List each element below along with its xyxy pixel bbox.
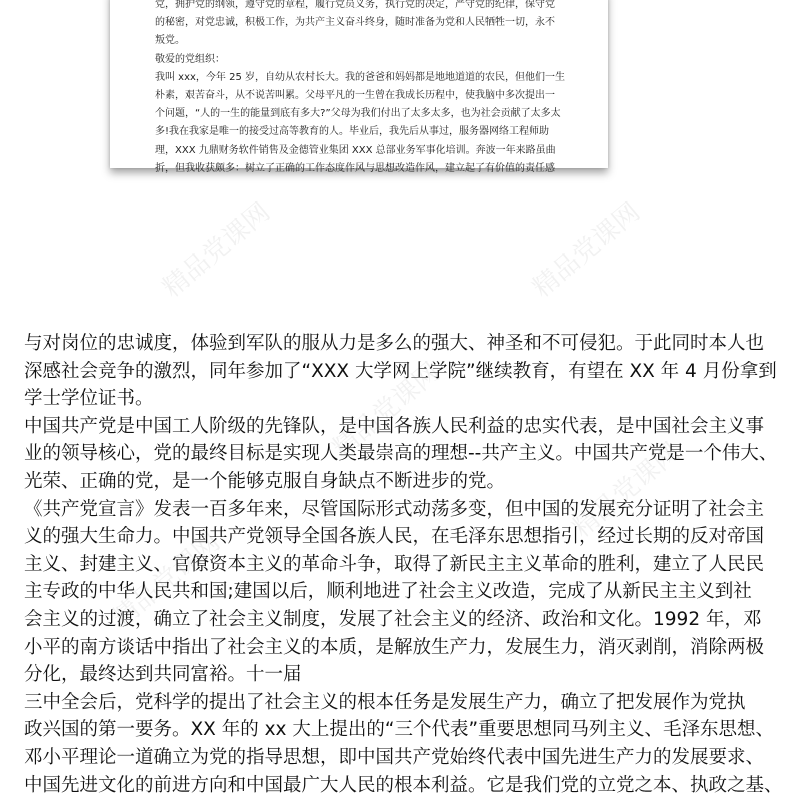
text-line: 党，拥护党的纲领，遵守党的章程，履行党员义务，执行党的决定，严守党的纪律，保守党 [155, 0, 555, 10]
watermark: 精品党课网 [567, 437, 687, 544]
text-line: 光荣、正确的党，是一个能够克服自身缺点不断进步的党。 [24, 470, 506, 492]
text-line: 《共产党宣言》发表一百多年来，尽管国际形式动荡多变，但中国的发展充分证明了社会主 [24, 498, 765, 520]
text-line: 分化，最终达到共同富裕。十一届 [24, 664, 302, 686]
document-preview-card [110, 0, 608, 174]
text-line: 折，但我收获颇多：树立了正确的工作态度作风与思想改造作风，建立起了有价值的责任感 [155, 162, 555, 174]
text-line: 深感社会竞争的激烈，同年参加了“XXX 大学网上学院”继续教育，有望在 XX 年 4 月份拿到 [24, 360, 777, 382]
document-body [24, 330, 784, 799]
text-line: 主专政的中华人民共和国;建国以后，顺利地进了社会主义改造，完成了从新民主主义到社 [24, 581, 752, 603]
text-line: 中国先进文化的前进方向和中国最广大人民的根本利益。它是我们党的立党之本、执政之基、 [24, 774, 783, 796]
text-line: 多!我在我家是唯一的接受过高等教育的人。毕业后，我先后从事过，服务器网络工程师助 [155, 126, 550, 138]
text-line: 主义、封建主义、官僚资本主义的革命斗争，取得了新民主主义革命的胜利，建立了人民民 [24, 553, 765, 575]
preview-text [155, 0, 595, 178]
text-line: 个问题，“人的一生的能量到底有多大?”父母为我们付出了太多太多，也为社会贡献了太多太 [155, 108, 561, 120]
text-line: 小平的南方谈话中指出了社会主义的本质，是解放生产力，发展生力，消灭剥削，消除两极 [24, 636, 765, 658]
text-line: 三中全会后，党科学的提出了社会主义的根本任务是发展生产力，确立了把发展作为党执 [24, 691, 746, 713]
text-line: 业的领导核心，党的最终目标是实现人类最崇高的理想--共产主义。中国共产党是一个伟大、 [24, 443, 778, 465]
text-line: 朴素，艰苦奋斗，从不说苦叫累。父母平凡的一生曾在我成长历程中，使我脑中多次提出一 [155, 89, 555, 101]
watermark: 精品党课网 [107, 527, 227, 634]
text-line: 与对岗位的忠诚度，体验到军队的服从力是多么的强大、神圣和不可侵犯。于此同时本人也 [24, 333, 765, 354]
text-line: 理，XXX 九鼎财务软件销售及金德管业集团 XXX 总部业务军事化培训。奔波一年来路虽曲 [155, 144, 556, 156]
text-line: 的秘密，对党忠诚，积极工作，为共产主义奋斗终身，随时准备为党和人民牺牲一切，永不 [155, 17, 555, 29]
text-line: 叛党。 [155, 35, 185, 47]
text-line: 我叫 xxx，今年 25 岁，自幼从农村长大。我的爸爸和妈妈都是地地道道的农民，但他们一生 [155, 71, 566, 83]
text-line: 义的强大生命力。中国共产党领导全国各族人民，在毛泽东思想指引，经过长期的反对帝国 [24, 526, 765, 548]
text-line: 政兴国的第一要务。XX 年的 xx 大上提出的“三个代表”重要思想同马列主义、毛泽东思想、 [24, 719, 775, 741]
text-line: 中国共产党是中国工人阶级的先锋队，是中国各族人民利益的忠实代表，是中国社会主义事 [24, 415, 765, 437]
text-line: 邓小平理论一道确立为党的指导思想，即中国共产党始终代表中国先进生产力的发展要求、 [24, 746, 765, 768]
watermark: 精品党课网 [527, 197, 647, 304]
text-line: 会主义的过渡，确立了社会主义制度，发展了社会主义的经济、政治和文化。1992 年，邓 [24, 608, 762, 630]
watermark: 精品党课网 [327, 357, 447, 464]
text-line: 敬爱的党组织： [155, 53, 225, 65]
text-line: 学士学位证书。 [24, 388, 154, 410]
watermark: 精品党课网 [157, 197, 277, 304]
